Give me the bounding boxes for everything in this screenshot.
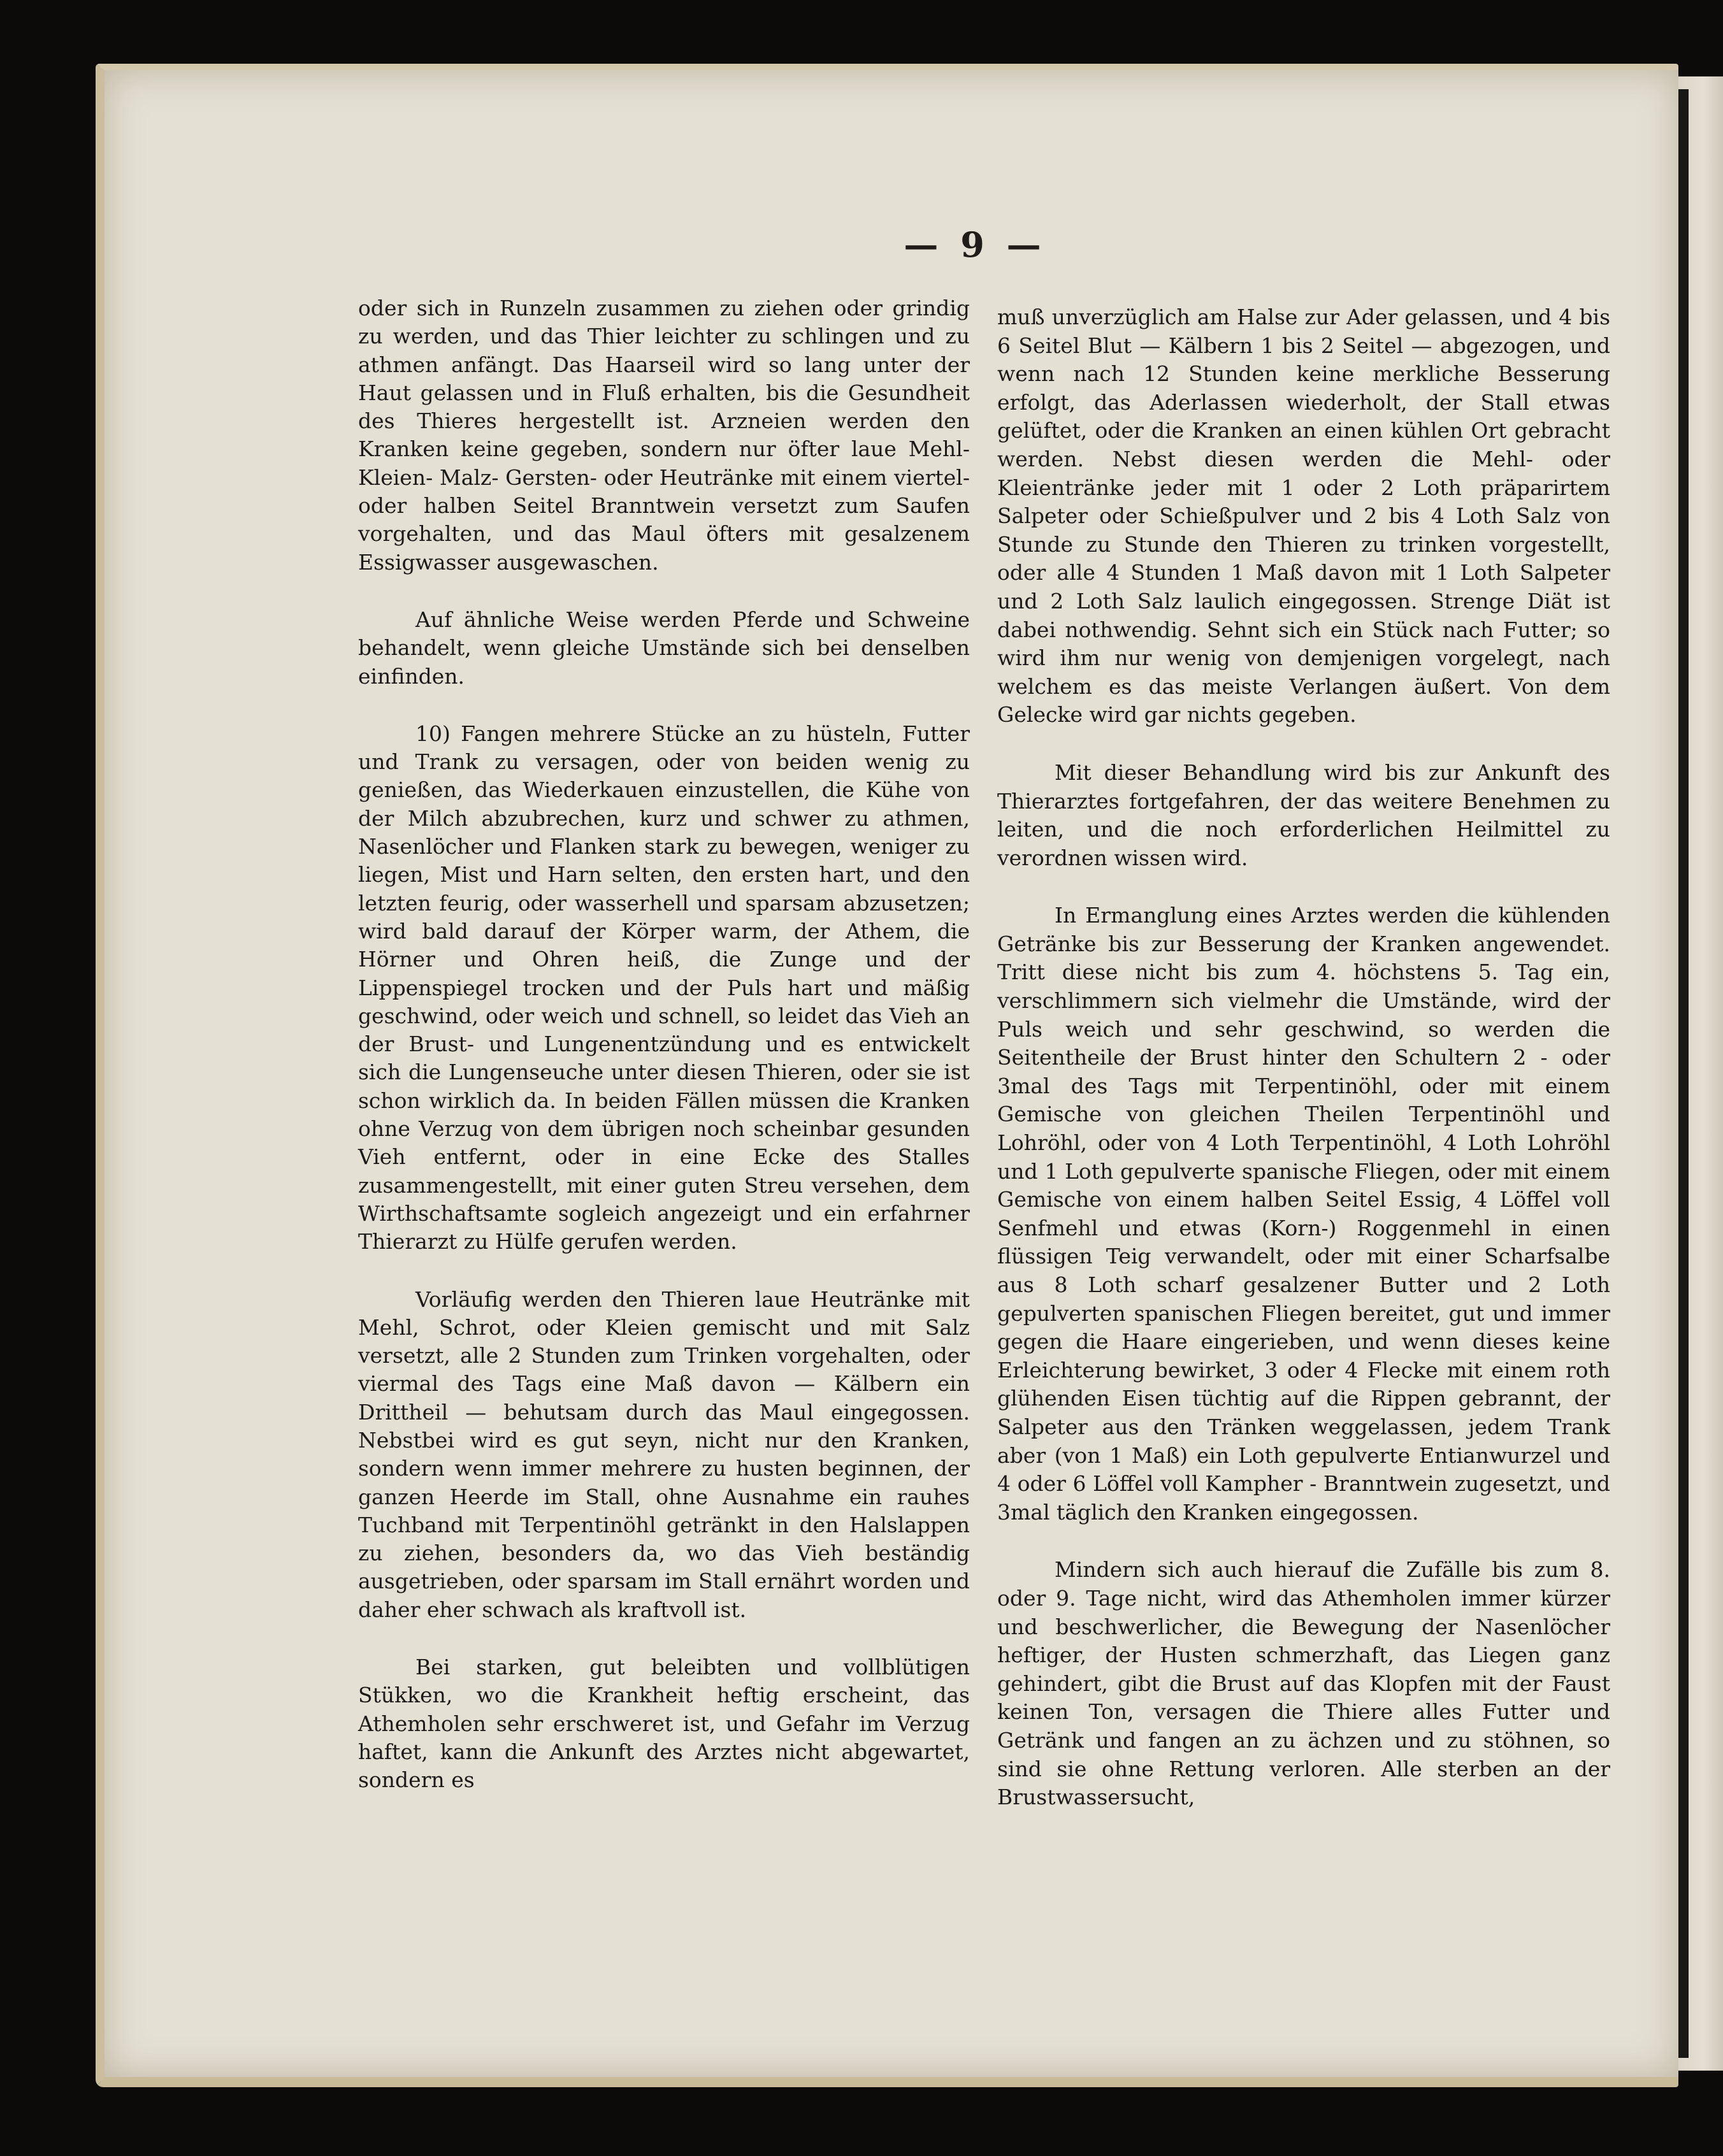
- left-column: [358, 294, 970, 1824]
- paragraph: Mindern sich auch hierauf die Zufälle bis zum 8. oder 9. Tage nicht, wird das Athemholen immer kürzer und beschwerlicher, die Bewegung der Nasenlöcher heftiger, der Husten schmerzhaft, das Liegen ganz gehindert, gibt die Brust auf das Klopfen mit der Faust keinen Ton, versagen die Thiere alles Futter und Getränk und fangen an zu ächzen und zu stöhnen, so sind sie ohne Rettung verloren. Alle sterben an der Brustwassersucht,: [997, 1557, 1610, 1810]
- right-column: [997, 303, 1610, 1841]
- paragraph: Auf ähnliche Weise werden Pferde und Schweine behandelt, wenn gleiche Umstände sich bei denselben einfinden.: [358, 607, 970, 689]
- paragraph: Bei starken, gut beleibten und vollblütigen Stükken, wo die Krankheit heftig erscheint, das Athemholen sehr erschweret ist, und Gefahr im Verzug haftet, kann die Ankunft des Arztes nicht abgewartet, sondern es: [358, 1655, 970, 1793]
- page-number: — 9 —: [904, 224, 1046, 265]
- paragraph: In Ermanglung eines Arztes werden die kühlenden Getränke bis zur Besserung der Kranken angewendet. Tritt diese nicht bis zum 4. höchstens 5. Tag ein, verschlimmern sich vielmehr die Umstände, wird der Puls weich und sehr geschwind, so werden die Seitentheile der Brust hinter den Schultern 2 - oder 3mal des Tags mit Terpentinöhl, oder mit einem Gemische von gleichen Theilen Terpentinöhl und Lohröhl, oder von 4 Loth Terpentinöhl, 4 Loth Lohröhl und 1 Loth gepulverte spanische Fliegen, oder mit einem Gemische von einem halben Seitel Essig, 4 Löffel voll Senfmehl und etwas (Korn-) Roggenmehl in einen flüssigen Teig verwandelt, oder mit einer Scharfsalbe aus 8 Loth scharf gesalzener Butter und 2 Loth gepulverten spanischen Fliegen bereitet, gut und immer gegen die Haare eingerieben, und wenn dieses keine Erleichterung bewirket, 3 oder 4 Flecke mit einem roth glühenden Eisen tüchtig auf die Rippen gebrannt, der Salpeter aus den Tränken weggelassen, jedem Trank aber (von 1 Maß) ein Loth gepulverte Entianwurzel und 4 oder 6 Löffel voll Kampher - Branntwein zugesetzt, und 3mal täglich den Kranken eingegossen.: [997, 903, 1610, 1525]
- paragraph: Mit dieser Behandlung wird bis zur Ankunft des Thierarztes fortgefahren, der das weitere Benehmen zu leiten, und die noch erforderlichen Heilmittel zu verordnen wissen wird.: [997, 759, 1610, 870]
- paragraph: 10) Fangen mehrere Stücke an zu hüsteln, Futter und Trank zu versagen, oder von beiden wenig zu genießen, das Wiederkauen einzustellen, die Kühe von der Milch abzubrechen, kurz und schwer zu athmen, Nasenlöcher und Flanken stark zu bewegen, weniger zu liegen, Mist und Harn selten, den ersten hart, und den letzten feurig, oder wasserhell und sparsam abzusetzen; wird bald darauf der Körper warm, der Athem, die Hörner und Ohren heiß, die Zunge und der Lippenspiegel trocken und der Puls hart und mäßig geschwind, oder weich und schnell, so leidet das Vieh an der Brust- und Lungenentzündung und es entwickelt sich die Lungenseuche unter diesen Thieren, oder sie ist schon wirklich da. In beiden Fällen müssen die Kranken ohne Verzug von dem übrigen noch scheinbar gesunden Vieh entfernt, oder in eine Ecke des Stalles zusammengestellt, mit einer guten Streu versehen, dem Wirthschaftsamte sogleich angezeigt und ein erfahrner Thierarzt zu Hülfe gerufen werden.: [358, 721, 970, 1254]
- paragraph: oder sich in Runzeln zusammen zu ziehen oder grindig zu werden, und das Thier leichter zu schlingen und zu athmen anfängt. Das Haarseil wird so lang unter der Haut gelassen und in Fluß erhalten, bis die Gesundheit des Thieres hergestellt ist. Arzneien werden den Kranken keine gegeben, sondern nur öfter laue Mehl- Kleien- Malz- Gersten- oder Heutränke mit einem viertel- oder halben Seitel Branntwein versetzt zum Saufen vorgehalten, und das Maul öfters mit gesalzenem Essigwasser ausgewaschen.: [358, 296, 970, 575]
- paragraph: Vorläufig werden den Thieren laue Heutränke mit Mehl, Schrot, oder Kleien gemischt und mit Salz versetzt, alle 2 Stunden zum Trinken vorgehalten, oder viermal des Tags eine Maß davon — Kälbern ein Drittheil — behutsam durch das Maul eingegossen. Nebstbei wird es gut seyn, nicht nur den Kranken, sondern wenn immer mehrere zu husten beginnen, der ganzen Heerde im Stall, ohne Ausnahme ein rauhes Tuchband mit Terpentinöhl getränkt in den Halslappen zu ziehen, besonders da, wo das Vieh beständig ausgetrieben, oder sparsam im Stall ernährt worden und daher eher schwach als kraftvoll ist.: [358, 1286, 970, 1622]
- paragraph: muß unverzüglich am Halse zur Ader gelassen, und 4 bis 6 Seitel Blut — Kälbern 1 bis 2 Seitel — abgezogen, und wenn nach 12 Stunden keine merkliche Besserung erfolgt, das Aderlassen wiederholt, der Stall etwas gelüftet, oder die Kranken an einen kühlen Ort gebracht werden. Nebst diesen werden die Mehl- oder Kleientränke jeder mit 1 oder 2 Loth präparirtem Salpeter oder Schießpulver und 2 bis 4 Loth Salz von Stunde zu Stunde den Thieren zu trinken vorgestellt, oder alle 4 Stunden 1 Maß davon mit 1 Loth Salpeter und 2 Loth Salz laulich eingegossen. Strenge Diät ist dabei nothwendig. Sehnt sich ein Stück nach Futter; so wird ihm nur wenig von demjenigen vorgelegt, nach welchem es das meiste Verlangen äußert. Von dem Gelecke wird gar nichts gegeben.: [997, 305, 1610, 728]
